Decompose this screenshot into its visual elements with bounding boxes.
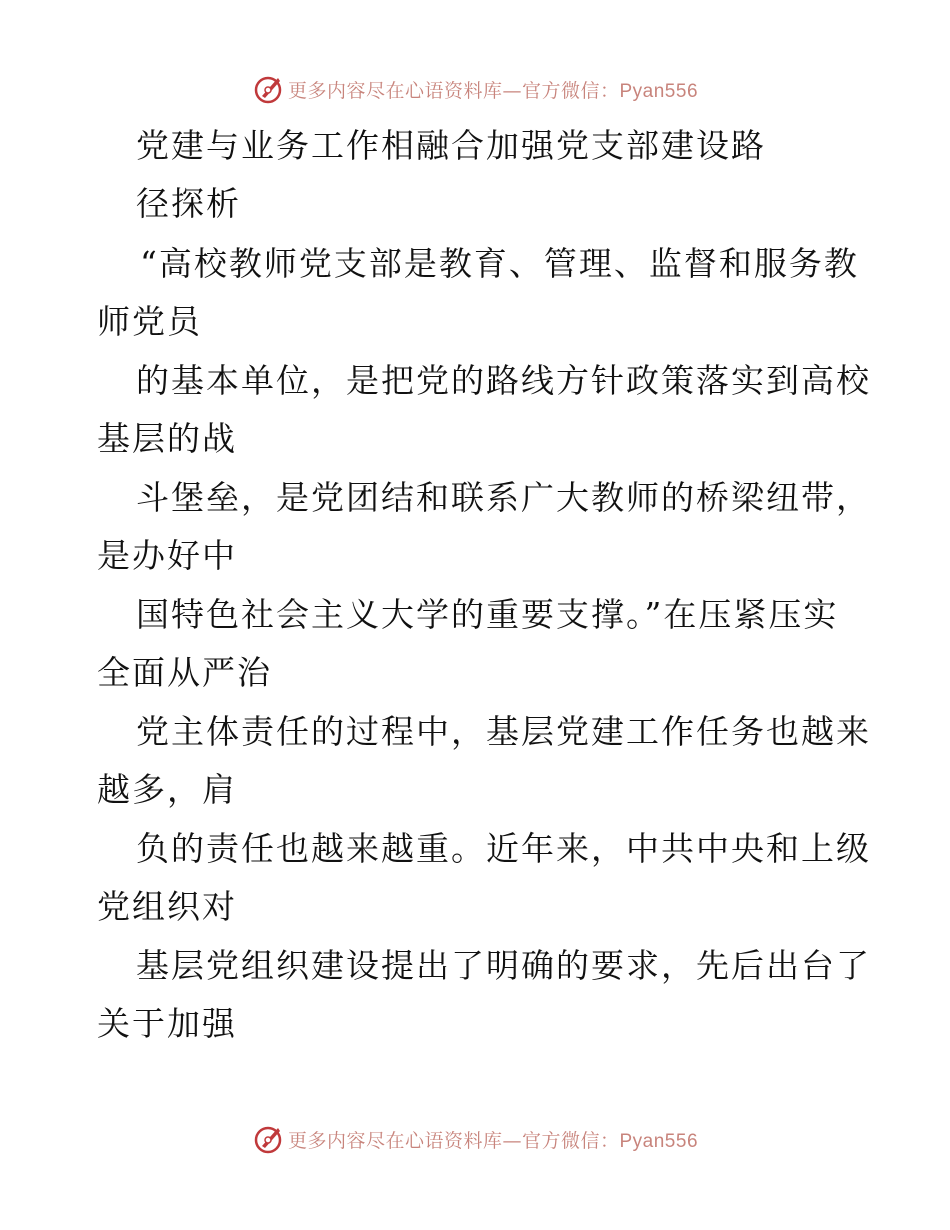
paragraph-line: 师党员 bbox=[97, 302, 202, 341]
paragraph-line: 的基本单位，是把党的路线方针政策落实到高校 bbox=[136, 361, 871, 400]
footer-promo-label: 更多内容尽在心语资料库— bbox=[287, 1129, 522, 1152]
paragraph-line: 国特色社会主义大学的重要支撑。”在压紧压实 bbox=[136, 595, 839, 634]
paragraph-line: 党主体责任的过程中，基层党建工作任务也越来 bbox=[136, 712, 871, 751]
header-wechat-label: 官方微信：Pyan556 bbox=[522, 80, 699, 102]
footer-banner bbox=[0, 1122, 950, 1156]
paragraph-line: 党组织对 bbox=[97, 887, 237, 926]
paragraph-line: 关于加强 bbox=[97, 1004, 237, 1043]
footer-wechat-label: 官方微信：Pyan556 bbox=[522, 1130, 699, 1152]
paragraph-line: 基层的战 bbox=[97, 419, 237, 458]
header-promo-label: 更多内容尽在心语资料库— bbox=[287, 79, 522, 102]
paragraph-line: 全面从严治 bbox=[97, 653, 272, 692]
quill-logo-icon bbox=[252, 1122, 286, 1156]
footer-promo-text bbox=[288, 1126, 698, 1153]
paragraph-line: 越多，肩 bbox=[97, 770, 237, 809]
paragraph-line: 基层党组织建设提出了明确的要求，先后出台了 bbox=[136, 946, 871, 985]
paragraph-line: “高校教师党支部是教育、管理、监督和服务教 bbox=[140, 244, 859, 283]
paragraph-line: 负的责任也越来越重。近年来，中共中央和上级 bbox=[136, 829, 871, 868]
title-line-2: 径探析 bbox=[136, 184, 241, 223]
paragraph-line: 斗堡垒，是党团结和联系广大教师的桥梁纽带， bbox=[136, 478, 871, 517]
paragraph-line: 是办好中 bbox=[97, 536, 237, 575]
title-line-1: 党建与业务工作相融合加强党支部建设路 bbox=[136, 126, 766, 165]
